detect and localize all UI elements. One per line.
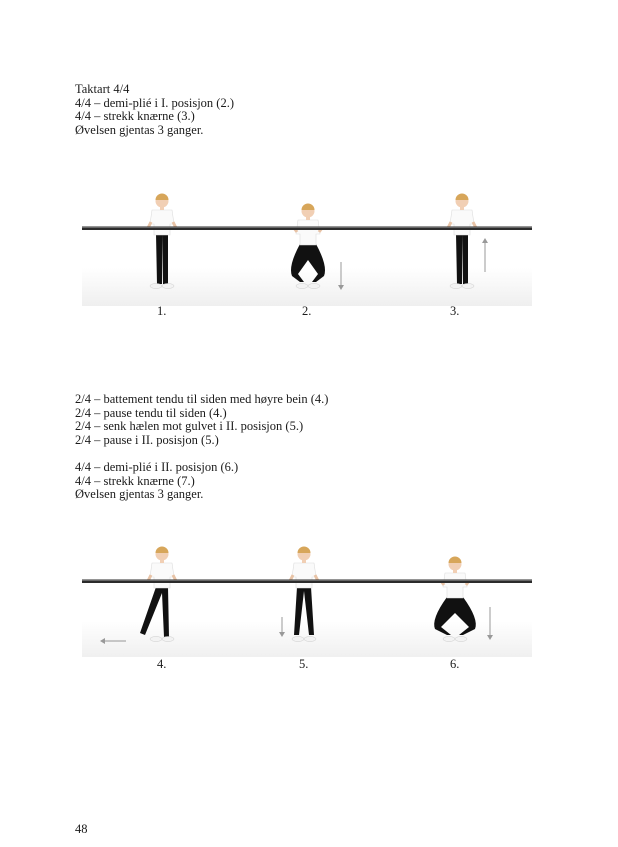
page-number: 48 [75,822,88,836]
photo-row-2 [82,541,532,657]
section2-instructions [75,393,328,502]
up-arrow-icon [482,238,488,272]
text-line: Øvelsen gjentas 3 ganger. [75,122,204,137]
section1-instructions [75,83,234,137]
photo-1 [82,188,232,306]
text-line: 2/4 – battement tendu til siden med høyre bein (4.) [75,392,329,406]
photo-5 [232,541,382,657]
text-line: 4/4 – demi-plié i I. posisjon (2.) [75,95,235,110]
text-line: 2/4 – senk hælen mot gulvet i II. posisjon (5.) [75,419,304,434]
photo-caption: 3. [450,304,460,318]
photo-caption: 1. [157,304,167,318]
text-line: 4/4 – demi-plié i II. posisjon (6.) [75,459,239,474]
text-line: Taktart 4/4 [75,82,130,96]
text-line: 2/4 – pause i II. posisjon (5.) [75,432,219,447]
photo-row-1 [82,188,532,306]
text-line: Øvelsen gjentas 3 ganger. [75,487,204,502]
text-line: 2/4 – pause tendu til siden (4.) [75,405,227,420]
photo-2 [232,188,382,306]
photo-caption: 6. [450,657,460,671]
text-line: 4/4 – strekk knærne (3.) [75,109,195,124]
photo-caption: 4. [157,657,167,671]
photo-3 [382,188,532,306]
photo-4 [82,541,232,657]
photo-caption: 5. [299,657,309,671]
photo-6 [382,541,532,657]
photo-caption: 2. [302,304,312,318]
text-line: 4/4 – strekk knærne (7.) [75,473,195,488]
